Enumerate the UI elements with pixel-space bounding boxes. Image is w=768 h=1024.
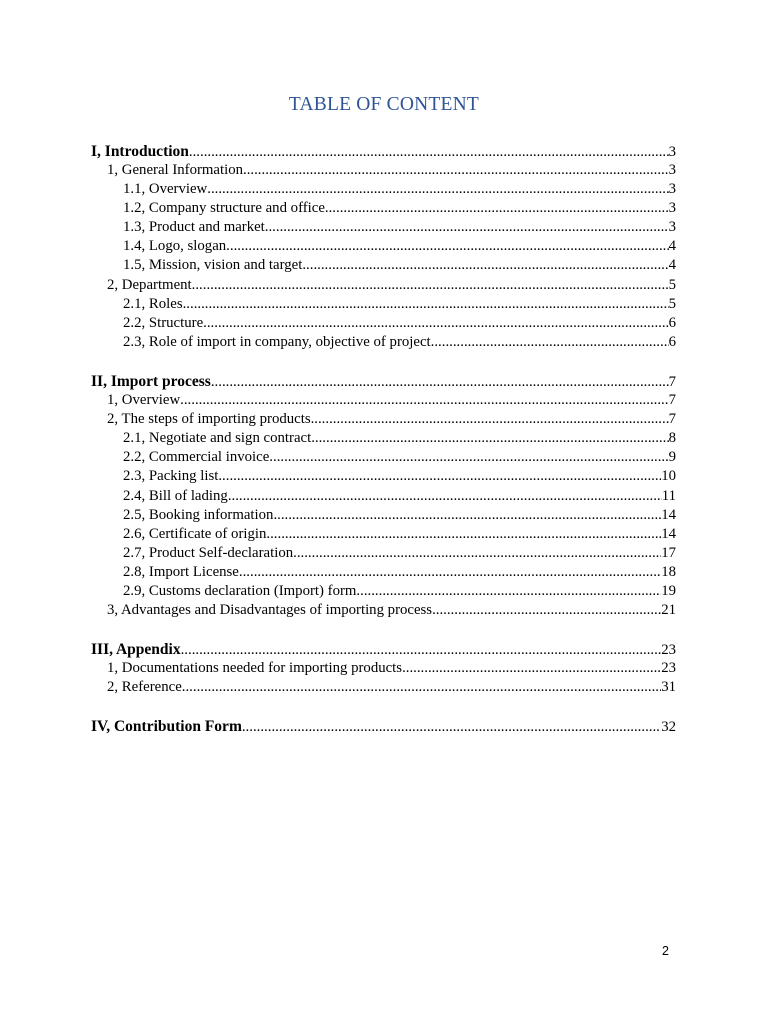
toc-entry[interactable] (0, 295, 676, 314)
toc-entry-dot-leader (218, 467, 661, 486)
toc-entry-page: 18 (661, 563, 676, 580)
toc-entry-dot-leader (228, 487, 662, 506)
toc-entry[interactable] (0, 525, 676, 544)
toc-entry-dot-leader (293, 544, 661, 563)
toc-entry-page: 23 (661, 641, 676, 658)
toc-entry-page: 4 (668, 238, 676, 255)
toc-entry[interactable] (0, 314, 676, 333)
toc-entry-label: 2.9, Customs declaration (Import) form (123, 582, 357, 599)
toc-entry-label: 1.4, Logo, slogan (123, 238, 227, 255)
toc-entry-dot-leader (189, 143, 669, 162)
toc-entry[interactable] (0, 640, 676, 660)
toc-entry-label: 2.2, Commercial invoice (123, 449, 270, 466)
toc-entry[interactable] (0, 180, 676, 199)
toc-entry-page: 14 (661, 525, 676, 542)
toc-entry-page: 11 (661, 487, 676, 504)
toc-entry[interactable] (0, 678, 676, 697)
toc-entry[interactable] (0, 467, 676, 486)
toc-entry-dot-leader (207, 180, 668, 199)
toc-entry-label: 1, Documentations needed for importing products (107, 660, 403, 677)
toc-entry-dot-leader (302, 256, 668, 275)
toc-entry[interactable] (0, 142, 676, 162)
toc-entry-dot-leader (211, 373, 669, 392)
toc-entry-page: 21 (661, 602, 676, 619)
toc-entry[interactable] (0, 372, 676, 392)
toc-entry-page: 4 (668, 257, 676, 274)
toc-entry-dot-leader (239, 563, 661, 582)
toc-entry[interactable] (0, 506, 676, 525)
toc-entry-dot-leader (226, 237, 668, 256)
toc-entry[interactable] (0, 161, 676, 180)
toc-entry[interactable] (0, 563, 676, 582)
toc-entry-page: 19 (661, 582, 676, 599)
toc-entry[interactable] (0, 333, 676, 352)
toc-entry-page: 3 (668, 162, 676, 178)
toc-entry-label: 2.1, Roles (123, 295, 183, 312)
toc-entry-label: 2, The steps of importing products (107, 411, 311, 428)
toc-entry-page: 31 (661, 679, 676, 696)
toc-entry-dot-leader (182, 678, 661, 697)
toc-entry[interactable] (0, 410, 676, 429)
toc-entry-dot-leader (266, 525, 661, 544)
toc-entry-page: 3 (668, 200, 676, 217)
toc-entry-label: 2, Reference (107, 679, 182, 696)
toc-entry[interactable] (0, 276, 676, 295)
toc-entry-page: 23 (661, 660, 676, 677)
toc-entry-dot-leader (432, 601, 661, 620)
toc-entry-page: 6 (668, 333, 676, 350)
toc-entry-dot-leader (180, 391, 668, 410)
toc-entry-dot-leader (242, 718, 661, 737)
toc-entry-page: 8 (668, 430, 676, 447)
toc-entry-page: 5 (668, 276, 676, 293)
toc-entry-label: 3, Advantages and Disadvantages of importing process (107, 602, 433, 619)
toc-entry[interactable] (0, 391, 676, 410)
toc-entry-dot-leader (311, 429, 668, 448)
toc-entry-dot-leader (243, 161, 669, 180)
toc-entry[interactable] (0, 487, 676, 506)
toc-entry-dot-leader (325, 199, 669, 218)
toc-entry-label: IV, Contribution Form (91, 718, 242, 736)
toc-entry-label: 2.5, Booking information (123, 506, 274, 523)
toc-entry-label: 2, Department (107, 276, 192, 293)
toc-entry-page: 32 (661, 719, 676, 736)
toc-entry-label: 1.3, Product and market (123, 219, 265, 236)
toc-entry-page: 3 (668, 219, 676, 236)
toc-entry[interactable] (0, 717, 676, 737)
toc-entry-page: 5 (668, 295, 676, 312)
toc-entry-dot-leader (273, 506, 661, 525)
toc-entry-dot-leader (183, 295, 669, 314)
toc-entry-label: 2.3, Packing list (123, 468, 219, 485)
toc-entry-label: 2.1, Negotiate and sign contract (123, 430, 312, 447)
toc-entry-label: 2.2, Structure (123, 314, 204, 331)
toc-entry-dot-leader (192, 276, 669, 295)
toc-entry-dot-leader (311, 410, 669, 429)
toc-entry-dot-leader (431, 333, 669, 352)
toc-entry-label: 2.7, Product Self-declaration (123, 544, 294, 561)
toc-list (0, 142, 768, 737)
toc-entry-label: III, Appendix (91, 640, 181, 658)
toc-entry-label: 2.6, Certificate of origin (123, 525, 267, 542)
toc-entry-label: I, Introduction (91, 142, 189, 160)
toc-entry-dot-leader (356, 582, 661, 601)
toc-entry[interactable] (0, 659, 676, 678)
toc-entry[interactable] (0, 448, 676, 467)
toc-entry-label: 1.1, Overview (123, 181, 208, 198)
toc-entry[interactable] (0, 601, 676, 620)
toc-entry-dot-leader (203, 314, 668, 333)
toc-entry-dot-leader (265, 218, 669, 237)
toc-entry-dot-leader (402, 659, 661, 678)
toc-entry-dot-leader (181, 641, 662, 660)
toc-entry-page: 14 (661, 506, 676, 523)
toc-entry-page: 6 (668, 314, 676, 331)
toc-entry-label: 1.2, Company structure and office (123, 200, 325, 217)
toc-entry[interactable] (0, 218, 676, 237)
toc-entry-dot-leader (269, 448, 668, 467)
toc-entry[interactable] (0, 237, 676, 256)
toc-entry-page: 3 (668, 181, 676, 198)
toc-entry-label: 1.5, Mission, vision and target (123, 257, 303, 274)
toc-entry-label: 2.8, Import License (123, 563, 239, 580)
page-number: 2 (662, 944, 669, 958)
toc-entry-label: 2.4, Bill of lading (123, 487, 228, 504)
toc-entry-page: 3 (668, 143, 676, 160)
toc-entry-label: 1, Overview (107, 392, 181, 409)
toc-entry[interactable] (0, 582, 676, 601)
toc-entry[interactable] (0, 429, 676, 448)
toc-entry-page: 10 (661, 468, 676, 485)
toc-entry[interactable] (0, 199, 676, 218)
toc-entry[interactable] (0, 544, 676, 563)
toc-entry-page: 7 (668, 392, 676, 409)
toc-entry-page: 17 (661, 544, 676, 561)
toc-entry[interactable] (0, 256, 676, 275)
toc-entry-label: 1, General Information (107, 162, 243, 178)
toc-entry-page: 7 (668, 411, 676, 428)
toc-entry-label: 2.3, Role of import in company, objective of project (123, 333, 431, 350)
toc-title: TABLE OF CONTENT (288, 94, 480, 115)
toc-entry-label: II, Import process (91, 372, 211, 390)
toc-entry-page: 9 (668, 449, 676, 466)
toc-entry-page: 7 (668, 373, 676, 390)
